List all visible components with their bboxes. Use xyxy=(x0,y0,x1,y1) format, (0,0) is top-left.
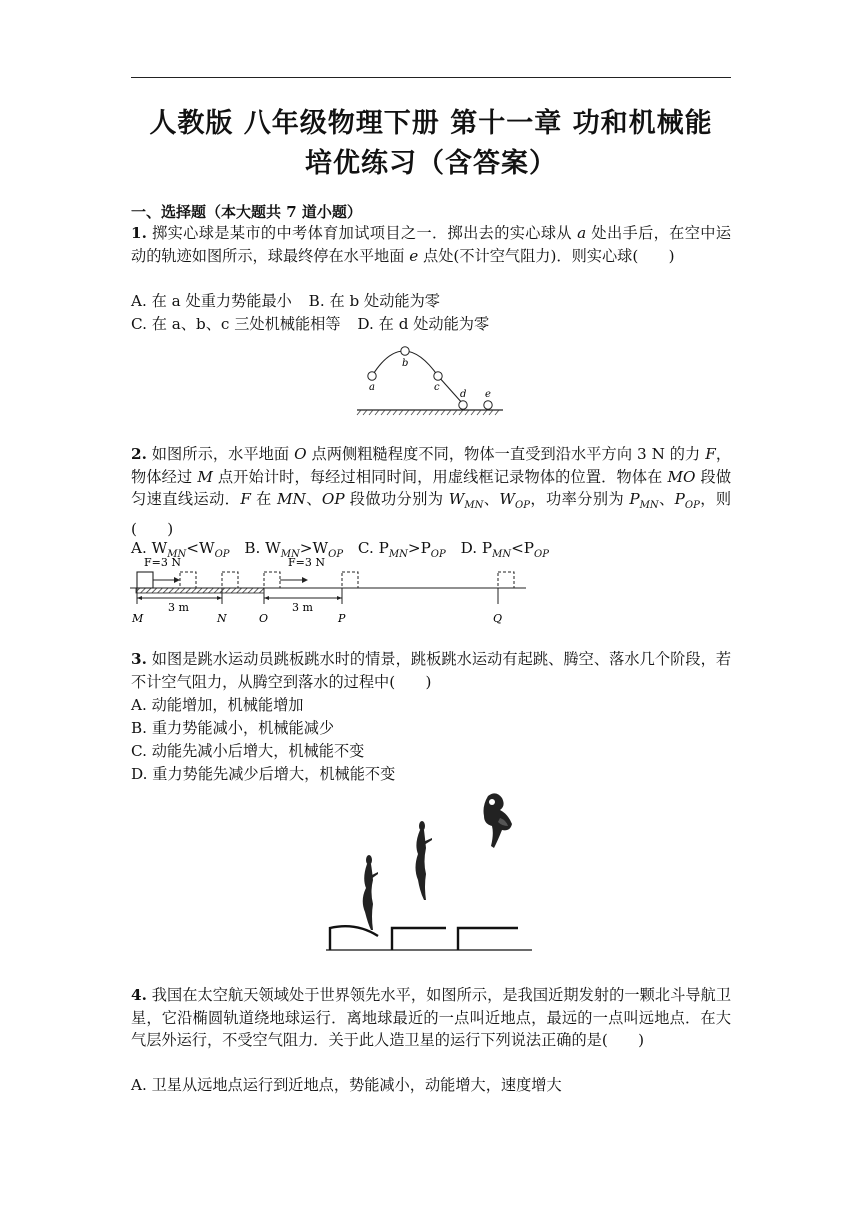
q2-option-c[interactable]: C. $P_{MN}>P_{OP}$ xyxy=(357,539,446,561)
section-heading: 一、选择题（本大题共 7 道小题） xyxy=(131,203,362,221)
q4-option-a[interactable]: A. 卫星从远地点运行到近地点，势能减小，动能增大，速度增大 xyxy=(131,1076,562,1094)
document-title-line1: 人教版 八年级物理下册 第十一章 功和机械能 xyxy=(149,108,713,139)
q2-option-d[interactable]: D. $P_{MN}<P_{OP}$ xyxy=(460,539,549,561)
q2-rough-surface xyxy=(136,588,264,593)
question-4-text: 4. 我国在太空航天领域处于世界领先水平，如图所示，是我国近期发射的一颗北斗导航卫星，它沿椭圆轨道绕地球运行．离地球最近的一点叫近地点，最远的一点叫远地点．在大气层外运行，不受空气阻力．关于此人造卫星的运行下列说法正确的是( ) xyxy=(131,986,732,1050)
q3-option-b[interactable]: B. 重力势能减小，机械能减少 xyxy=(131,719,335,737)
q2-dashed-box-3 xyxy=(264,572,280,588)
q1-label-a: a xyxy=(369,382,375,393)
q1-option-c[interactable]: C. 在 a、b、c 三处机械能相等 xyxy=(131,315,341,333)
q1-option-a[interactable]: A. 在 a 处重力势能最小 xyxy=(131,292,292,310)
q2-distance-label-2: 3 m xyxy=(292,601,313,614)
q1-ball-b xyxy=(401,347,409,355)
question-1-options-row2 xyxy=(131,313,731,336)
q2-point-Q: Q xyxy=(493,612,503,625)
q1-option-d[interactable]: D. 在 d 处动能为零 xyxy=(357,315,490,333)
q2-option-a[interactable]: A. $W_{MN}<W_{OP}$ xyxy=(131,539,230,561)
q2-point-M: M xyxy=(132,612,144,625)
q2-point-P: P xyxy=(338,612,346,625)
q2-dashed-box-4 xyxy=(342,572,358,588)
q3-option-c[interactable]: C. 动能先减小后增大，机械能不变 xyxy=(131,742,365,760)
q1-ball-c xyxy=(434,372,442,380)
q2-block-solid xyxy=(137,572,153,588)
q2-point-O: O xyxy=(259,612,269,625)
question-3-text: 3. 如图是跳水运动员跳板跳水时的情景，跳板跳水运动有起跳、腾空、落水几个阶段，若不计空气阻力，从腾空到落水的过程中( ) xyxy=(131,650,732,691)
q1-option-b[interactable]: B. 在 b 处动能为零 xyxy=(308,292,440,310)
q2-motion-figure xyxy=(128,554,528,626)
q1-label-d: d xyxy=(460,389,467,400)
q3-option-d[interactable]: D. 重力势能先减少后增大，机械能不变 xyxy=(131,765,396,783)
document-title-line2: 培优练习（含答案） xyxy=(305,148,557,179)
q3-diving-figure xyxy=(326,788,536,954)
q1-label-c: c xyxy=(434,382,440,393)
q2-dashed-box-1 xyxy=(180,572,196,588)
question-1-text: 1. 掷实心球是某市的中考体育加试项目之一．掷出去的实心球从 a 处出手后，在空中运动的轨迹如图所示，球最终停在水平地面 e 点处(不计空气阻力)．则实心球( ) xyxy=(131,224,732,265)
q3-springboard xyxy=(326,926,532,950)
q1-trajectory-figure xyxy=(355,338,505,416)
q1-ball-a xyxy=(368,372,376,380)
q2-option-b[interactable]: B. $W_{MN}>W_{OP}$ xyxy=(244,539,344,561)
q2-force-label-1: F=3 N xyxy=(144,556,181,569)
q1-label-b: b xyxy=(402,358,409,369)
q2-force-label-2: F=3 N xyxy=(288,556,325,569)
q2-dashed-box-5 xyxy=(498,572,514,588)
question-1-options-row1 xyxy=(131,290,731,313)
q3-option-a[interactable]: A. 动能增加，机械能增加 xyxy=(131,696,304,714)
q1-ball-e xyxy=(484,401,492,409)
q1-label-e: e xyxy=(485,389,491,400)
question-2-text: 2. 如图所示，水平地面 O 点两侧粗糙程度不同，物体一直受到沿水平方向 3 N 的力 F，物体经过 M 点开始计时，每经过相同时间，用虚线框记录物体的位置．物体在 MO 段做匀速直线运动．F 在 MN、OP 段做功分别为 $W_{MN}$、$W_{OP}$，功率分别为 $P_{MN}$、$P_{OP}$，则( ) xyxy=(131,445,732,538)
q3-diver-2 xyxy=(416,821,433,900)
q1-ball-d xyxy=(459,401,467,409)
q3-diver-3 xyxy=(484,793,513,848)
q2-distance-label-1: 3 m xyxy=(168,601,189,614)
q2-dashed-box-2 xyxy=(222,572,238,588)
q3-diver-1 xyxy=(363,855,378,930)
header-rule xyxy=(131,77,731,78)
q1-trajectory-path xyxy=(372,351,463,404)
q2-point-N: N xyxy=(217,612,227,625)
